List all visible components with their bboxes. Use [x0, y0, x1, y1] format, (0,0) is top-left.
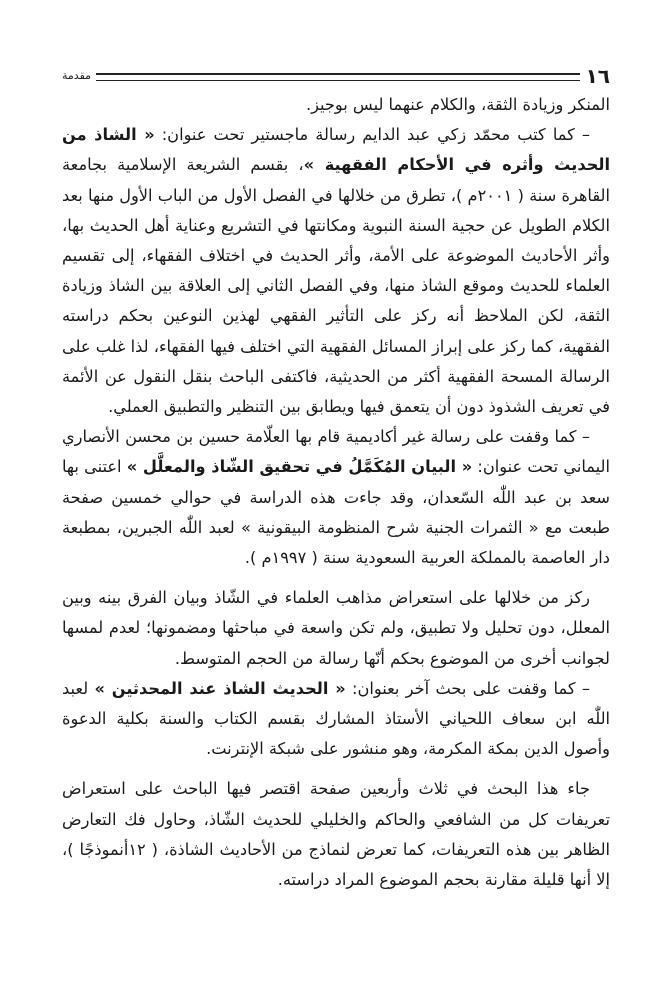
header-double-rule — [96, 73, 580, 81]
paragraph-lihyani-research — [62, 674, 610, 765]
paragraph-text: اعتنى بها سعد بن عبد اللّٰه السّعدان، وقد جاءت هذه الدراسة في حوالي خمسين صفحة طبعت مع « الثمرات الجنية شرح المنظومة البيقونية » لعبد اللّٰه الجبرين، بمطبعة دار العاصمة بالمملكة العربية السعودية سنة ( ١٩٩٧م ). — [62, 457, 610, 568]
paragraph-lihyani-critique — [62, 774, 610, 895]
paragraph-text: ركز من خلالها على استعراض مذاهب العلماء في الشّاذ وبيان الفرق بينه وبين المعلل، دون تحليل ولا تطبيق، ولم تكن واسعة في مباحثها ومضمونها؛ لعدم لمسها لجوانب أخرى من الموضوع بحكم أنّها رسالة من الحجم المتوسط. — [62, 588, 610, 668]
paragraph-prefix: – كما وقفت على رسالة غير أكاديمية قام بها العلّامة حسين بن محسن الأنصاري اليماني تحت عنوان: — [62, 427, 610, 477]
paragraph-zaki-thesis — [62, 120, 610, 422]
work-title: « البيان المُكَمَّلُ في تحقيق الشّاذ والمعلَّل » — [126, 457, 473, 477]
paragraph-text: المنكر وزيادة الثقة، والكلام عنهما ليس بوجيز. — [305, 95, 610, 114]
body-text — [62, 90, 610, 895]
page-number: ١٦ — [585, 64, 610, 88]
paragraph-continuation — [62, 90, 610, 120]
paragraph-ansari-critique — [62, 583, 610, 674]
section-title: مقدمة — [62, 69, 92, 82]
paragraph-ansari-treatise — [62, 422, 610, 573]
paragraph-text: لعبد اللّٰه ابن سعاف اللحياني الأستاذ المشارك بقسم الكتاب والسنة بكلية الدعوة وأصول الدين بمكة المكرمة، وهو منشور على شبكة الإنترنت. — [62, 678, 610, 759]
paragraph-text: ، بقسم الشريعة الإسلامية بجامعة القاهرة سنة ( ٢٠٠١م )، تطرق من خلالها في الفصل الأول من الباب الأول منها بعد الكلام الطويل عن حجية السنة النبوية ومكانتها في التشريع وعناية أهل الحديث بها، وأثر الأحاديث الموضوعة على الأمة، وأثر الحديث في اختلاف الفقهاء، إلى تقسيم العلماء للحديث وموقع الشاذ منها، وفي الفصل الثاني إلى العلاقة بين الشاذ وزيادة الثقة، لكن الملاحظ أنه ركز على التأثير الفقهي لهذين النوعين بحكم دراسته الفقهية، كما ركز على إبراز المسائل الفقهية التي اختلف فيها الفقهاء، لذا غلب على الرسالة المسحة الفقهية أكثر من الحديثية، فاكتفى الباحث بنقل النقول عن الأئمة في تعريف الشذوذ دون أن يتعمق فيها ويطابق بين التنظير والتطبيق العملي. — [62, 155, 610, 417]
paragraph-prefix: – كما وقفت على بحث آخر بعنوان: — [345, 678, 590, 698]
paragraph-prefix: – كما كتب محمّد زكي عبد الدايم رسالة ماجستير تحت عنوان: — [154, 125, 590, 145]
running-header — [62, 66, 610, 86]
work-title: « الحديث الشاذ عند المحدثين » — [94, 678, 346, 698]
work-title: « الشاذ من الحديث وأثره في الأحكام الفقهية » — [62, 125, 610, 175]
paragraph-text: جاء هذا البحث في ثلاث وأربعين صفحة اقتصر فيها الباحث على استعراض تعريفات كل من الشافعي والحاكم والخليلي للحديث الشّاذ، وحاول فك التعارض الظاهر بين هذه التعريفات، كما تعرض لنماذج من الأحاديث الشاذة، ( ١٢أنموذجًا )، إلا أنها قليلة مقارنة بحجم الموضوع المراد دراسته. — [62, 779, 611, 890]
